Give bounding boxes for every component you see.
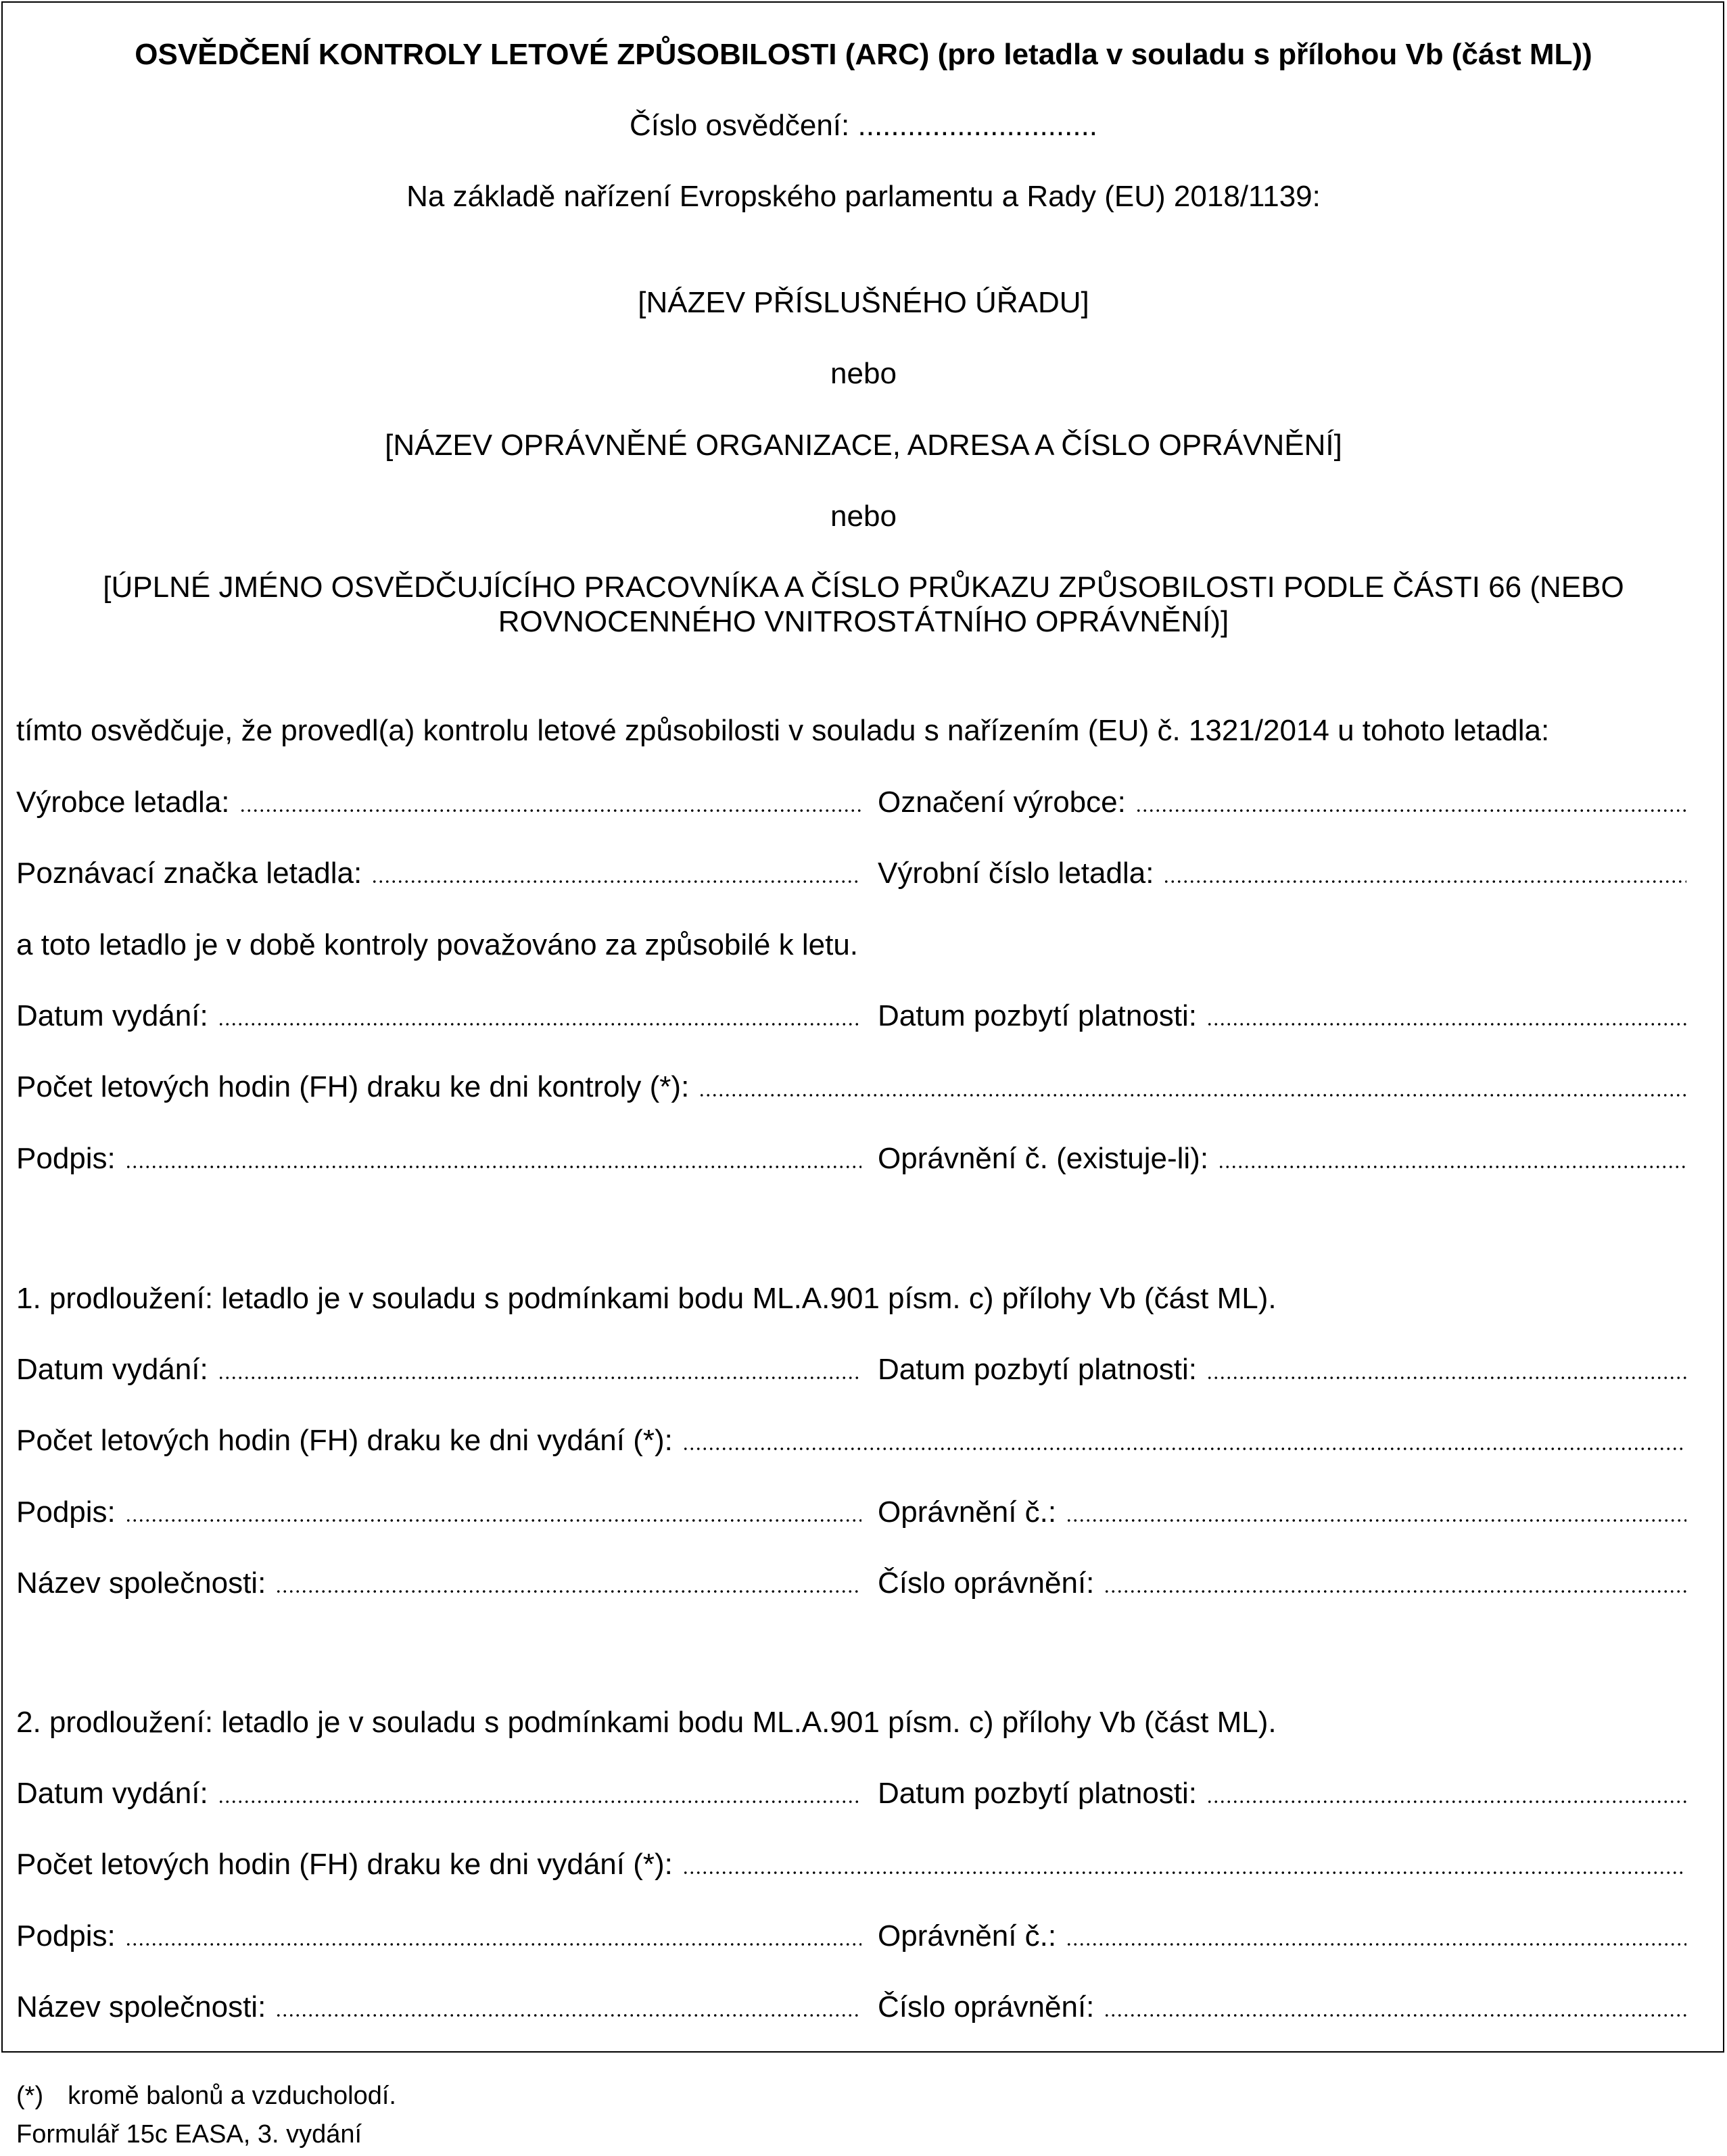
airworthy-statement: a toto letadlo je v době kontroly považováno za způsobilé k letu. — [16, 928, 859, 961]
or-separator-1: nebo — [830, 357, 897, 390]
serial-number-label: Výrobní číslo letadla: — [878, 857, 1154, 890]
ext2-signature-label: Podpis: — [16, 1919, 116, 1953]
manufacturer-field[interactable] — [16, 784, 861, 821]
ext2-approval-number-dots — [1104, 2009, 1686, 2017]
expiry-date-dots — [1206, 1018, 1686, 1026]
flight-hours-review-label: Počet letových hodin (FH) draku ke dni kontroly (*): — [16, 1070, 690, 1103]
ext1-issue-date-dots — [218, 1372, 861, 1380]
flight-hours-review-field[interactable] — [16, 1069, 1686, 1105]
ext1-approval-label: Oprávnění č.: — [878, 1495, 1057, 1529]
form-identifier: Formulář 15c EASA, 3. vydání — [16, 2120, 362, 2149]
ext2-company-label: Název společnosti: — [16, 1990, 266, 2023]
certification-statement: tímto osvědčuje, že provedl(a) kontrolu letové způsobilosti v souladu s nařízením (EU) č. 1321/2014 u tohoto letadla: — [16, 714, 1550, 747]
signature-field[interactable] — [16, 1141, 861, 1177]
ext1-expiry-date-field[interactable] — [878, 1351, 1686, 1388]
ext2-expiry-date-label: Datum pozbytí platnosti: — [878, 1777, 1198, 1810]
serial-number-dots — [1163, 876, 1686, 884]
certificate-number-field[interactable]: ............................. — [857, 109, 1098, 142]
expiry-date-field[interactable] — [878, 998, 1686, 1034]
approval-optional-dots — [1218, 1161, 1686, 1169]
issue-date-field[interactable] — [16, 998, 861, 1034]
certifying-staff-line-1: [ÚPLNÉ JMÉNO OSVĚDČUJÍCÍHO PRACOVNÍKA A ČÍSLO PRŮKAZU ZPŮSOBILOSTI PODLE ČÁSTI 66 (NEBO — [103, 571, 1624, 604]
serial-number-field[interactable] — [878, 855, 1686, 892]
ext2-company-dots — [275, 2009, 861, 2017]
registration-field[interactable] — [16, 855, 861, 892]
ext1-company-dots — [275, 1585, 861, 1594]
ext1-flight-hours-field[interactable] — [16, 1422, 1686, 1459]
organization-name: [NÁZEV OPRÁVNĚNÉ ORGANIZACE, ADRESA A ČÍSLO OPRÁVNĚNÍ] — [385, 429, 1342, 462]
flight-hours-review-dots — [699, 1089, 1686, 1097]
ext2-approval-dots — [1066, 1938, 1686, 1946]
ext2-flight-hours-label: Počet letových hodin (FH) draku ke dni vydání (*): — [16, 1848, 673, 1881]
designation-dots — [1135, 805, 1686, 813]
signature-label: Podpis: — [16, 1142, 116, 1175]
extension-1-heading: 1. prodloužení: letadlo je v souladu s podmínkami bodu ML.A.901 písm. c) přílohy Vb (část ML). — [16, 1282, 1277, 1315]
ext1-flight-hours-label: Počet letových hodin (FH) draku ke dni vydání (*): — [16, 1424, 673, 1457]
footnote — [16, 2080, 396, 2111]
ext2-signature-dots — [125, 1938, 861, 1946]
footnote-mark: (*) — [16, 2082, 44, 2110]
ext2-expiry-date-dots — [1206, 1796, 1686, 1804]
ext2-approval-number-field[interactable] — [878, 1989, 1686, 2026]
issue-date-label: Datum vydání: — [16, 999, 208, 1032]
authority-name: [NÁZEV PŘÍSLUŠNÉHO ÚŘADU] — [638, 286, 1089, 319]
ext1-expiry-date-dots — [1206, 1372, 1686, 1380]
issue-date-dots — [218, 1018, 861, 1026]
certificate-title: OSVĚDČENÍ KONTROLY LETOVÉ ZPŮSOBILOSTI (ARC) (pro letadla v souladu s přílohou Vb (část ML)) — [135, 38, 1592, 71]
manufacturer-label: Výrobce letadla: — [16, 786, 230, 819]
approval-optional-label: Oprávnění č. (existuje-li): — [878, 1142, 1209, 1175]
ext1-approval-number-label: Číslo oprávnění: — [878, 1566, 1095, 1600]
ext2-approval-label: Oprávnění č.: — [878, 1919, 1057, 1953]
ext1-approval-number-field[interactable] — [878, 1565, 1686, 1602]
or-separator-2: nebo — [830, 500, 897, 533]
registration-label: Poznávací značka letadla: — [16, 857, 362, 890]
footnote-text: kromě balonů a vzducholodí. — [68, 2082, 396, 2110]
ext2-approval-field[interactable] — [878, 1918, 1686, 1955]
certifying-staff-line-2: ROVNOCENNÉHO VNITROSTÁTNÍHO OPRÁVNĚNÍ)] — [498, 605, 1229, 638]
manufacturer-dots — [239, 805, 861, 813]
extension-2-heading: 2. prodloužení: letadlo je v souladu s podmínkami bodu ML.A.901 písm. c) přílohy Vb (část ML). — [16, 1706, 1277, 1739]
ext2-flight-hours-field[interactable] — [16, 1846, 1686, 1883]
approval-optional-field[interactable] — [878, 1141, 1686, 1177]
designation-field[interactable] — [878, 784, 1686, 821]
designation-label: Označení výrobce: — [878, 786, 1126, 819]
registration-dots — [371, 876, 861, 884]
ext2-issue-date-dots — [218, 1796, 861, 1804]
ext1-expiry-date-label: Datum pozbytí platnosti: — [878, 1353, 1198, 1386]
ext2-signature-field[interactable] — [16, 1918, 861, 1955]
ext2-expiry-date-field[interactable] — [878, 1775, 1686, 1812]
ext1-approval-dots — [1066, 1514, 1686, 1523]
ext1-approval-field[interactable] — [878, 1494, 1686, 1531]
certificate-number — [0, 107, 1727, 144]
ext1-flight-hours-dots — [682, 1443, 1686, 1451]
expiry-date-label: Datum pozbytí platnosti: — [878, 999, 1198, 1032]
ext1-company-field[interactable] — [16, 1565, 861, 1602]
ext2-issue-date-label: Datum vydání: — [16, 1777, 208, 1810]
ext1-signature-field[interactable] — [16, 1494, 861, 1531]
ext1-issue-date-label: Datum vydání: — [16, 1353, 208, 1386]
ext1-company-label: Název společnosti: — [16, 1566, 266, 1600]
ext2-flight-hours-dots — [682, 1867, 1686, 1875]
ext1-signature-label: Podpis: — [16, 1495, 116, 1529]
ext1-approval-number-dots — [1104, 1585, 1686, 1594]
ext2-approval-number-label: Číslo oprávnění: — [878, 1990, 1095, 2023]
ext1-issue-date-field[interactable] — [16, 1351, 861, 1388]
ext2-issue-date-field[interactable] — [16, 1775, 861, 1812]
signature-dots — [125, 1161, 861, 1169]
certificate-number-label: Číslo osvědčení: — [629, 109, 850, 142]
ext2-company-field[interactable] — [16, 1989, 861, 2026]
regulation-line: Na základě nařízení Evropského parlamentu a Rady (EU) 2018/1139: — [406, 180, 1321, 213]
ext1-signature-dots — [125, 1514, 861, 1523]
